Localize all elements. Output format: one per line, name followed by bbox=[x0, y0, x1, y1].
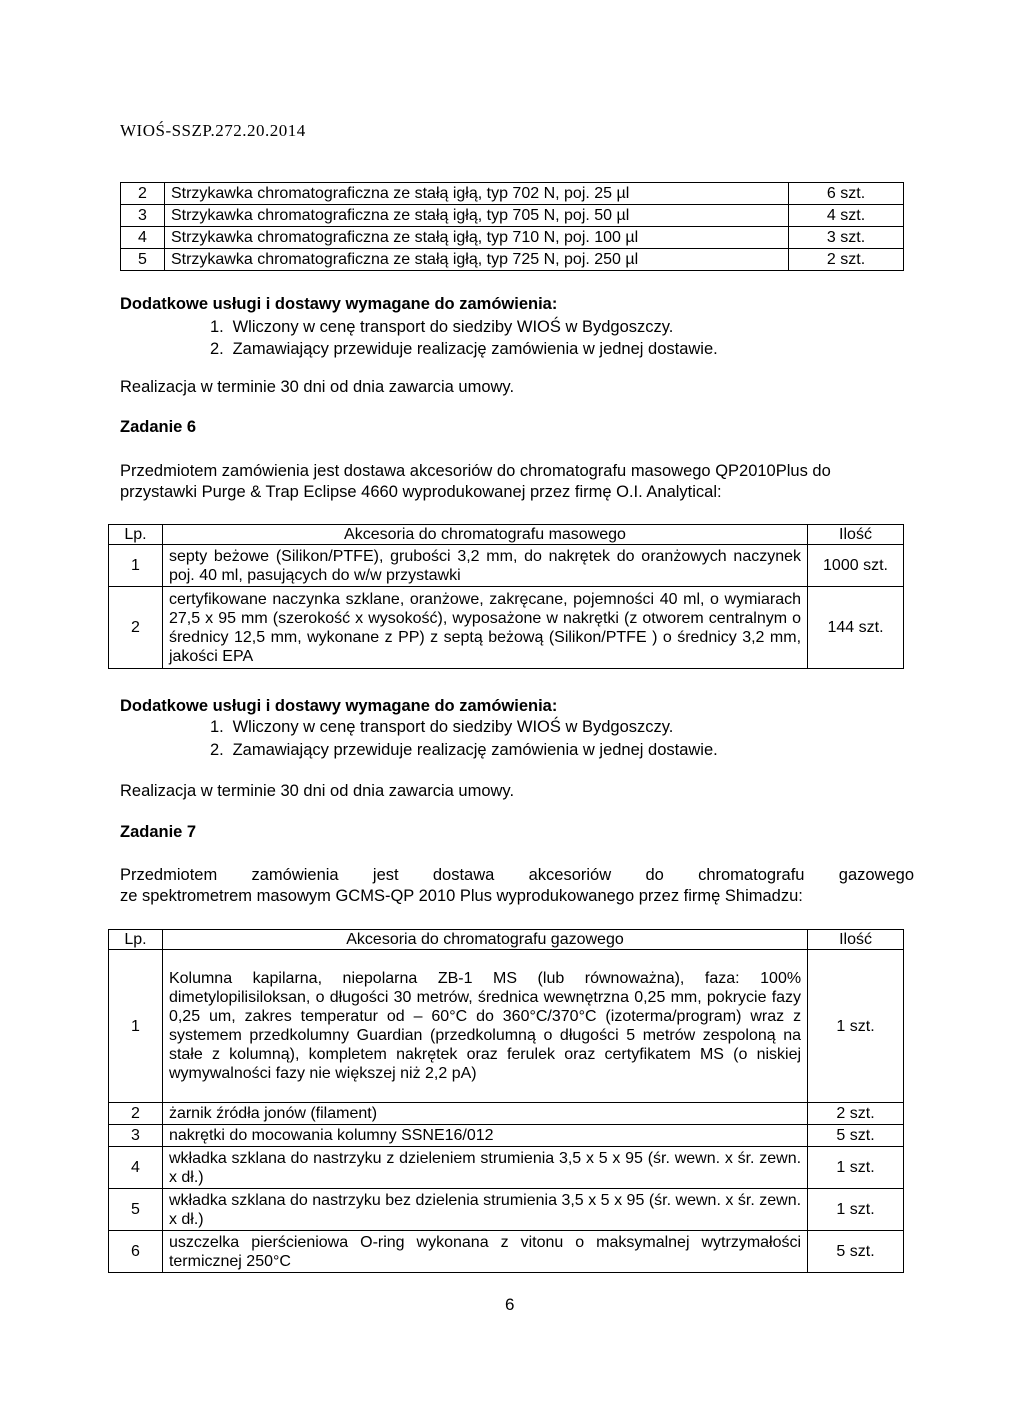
realization-term: Realizacja w terminie 30 dni od dnia zawarcia umowy. bbox=[120, 782, 515, 800]
list-number: 2. bbox=[210, 741, 224, 759]
item-cell: uszczelka pierścieniowa O-ring wykonana z vitonu o maksymalnej wytrzymałości termicznej 250°C bbox=[162, 1231, 807, 1273]
qty-cell: 144 szt. bbox=[808, 587, 904, 669]
lp-cell: 2 bbox=[109, 587, 163, 669]
item-cell: Strzykawka chromatograficzna ze stałą igłą, typ 710 N, poj. 100 µl bbox=[164, 227, 788, 249]
lp-cell: 1 bbox=[109, 545, 163, 587]
list-text: Wliczony w cenę transport do siedziby WIOŚ w Bydgoszczy. bbox=[232, 318, 674, 336]
task-7-title: Zadanie 7 bbox=[120, 823, 197, 841]
item-cell: wkładka szklana do nastrzyku bez dzielenia strumienia 3,5 x 5 x 95 (śr. wewn. x śr. zewn. x dł.) bbox=[162, 1189, 807, 1231]
lp-cell: 6 bbox=[109, 1231, 163, 1273]
column-header-accessories: Akcesoria do chromatografu masowego bbox=[162, 525, 807, 545]
list-text: Wliczony w cenę transport do siedziby WIOŚ w Bydgoszczy. bbox=[232, 718, 674, 736]
lp-cell: 4 bbox=[121, 227, 165, 249]
column-header-quantity: Ilość bbox=[808, 525, 904, 545]
item-cell: Strzykawka chromatograficzna ze stałą igłą, typ 705 N, poj. 50 µl bbox=[164, 205, 788, 227]
task-6-intro-line2: przystawki Purge & Trap Eclipse 4660 wyprodukowanej przez firmę O.I. Analytical: bbox=[120, 483, 722, 501]
table-row bbox=[109, 1103, 904, 1125]
qty-cell: 3 szt. bbox=[789, 227, 904, 249]
qty-cell: 2 szt. bbox=[789, 249, 904, 271]
mass-chromatograph-accessories-table bbox=[108, 524, 904, 669]
realization-term: Realizacja w terminie 30 dni od dnia zawarcia umowy. bbox=[120, 378, 515, 396]
qty-cell: 1000 szt. bbox=[808, 545, 904, 587]
list-item bbox=[210, 340, 718, 359]
list-text: Zamawiający przewiduje realizację zamówienia w jednej dostawie. bbox=[232, 340, 718, 358]
qty-cell: 4 szt. bbox=[789, 205, 904, 227]
table-row bbox=[109, 1189, 904, 1231]
item-cell: nakrętki do mocowania kolumny SSNE16/012 bbox=[162, 1125, 807, 1147]
qty-cell: 1 szt. bbox=[808, 1189, 904, 1231]
lp-cell: 3 bbox=[121, 205, 165, 227]
table-row bbox=[109, 1231, 904, 1273]
document-reference: WIOŚ-SSZP.272.20.2014 bbox=[120, 121, 306, 140]
lp-cell: 5 bbox=[109, 1189, 163, 1231]
qty-cell: 6 szt. bbox=[789, 183, 904, 205]
qty-cell: 1 szt. bbox=[808, 950, 904, 1103]
additional-services-heading: Dodatkowe usługi i dostawy wymagane do zamówienia: bbox=[120, 697, 558, 715]
qty-cell: 2 szt. bbox=[808, 1103, 904, 1125]
column-header-lp: Lp. bbox=[109, 930, 163, 950]
table-row bbox=[109, 1147, 904, 1189]
item-cell: certyfikowane naczynka szklane, oranżowe, zakręcane, pojemności 40 ml, o wymiarach 27,5 x 95 mm (szerokość x wysokość), wyposażone w nakrętki (z otworem centralnym o średnicy 12,5 mm, wykonane z PP) z septą beżową (Silikon/PTFE ) o średnicy 3,2 mm, jakości EPA bbox=[162, 587, 807, 669]
item-cell: wkładka szklana do nastrzyku z dzieleniem strumienia 3,5 x 5 x 95 (śr. wewn. x śr. zewn. x dł.) bbox=[162, 1147, 807, 1189]
list-item bbox=[210, 718, 673, 737]
lp-cell: 4 bbox=[109, 1147, 163, 1189]
table-row bbox=[109, 1125, 904, 1147]
list-number: 1. bbox=[210, 718, 224, 736]
task-6-title: Zadanie 6 bbox=[120, 418, 197, 436]
table-row bbox=[121, 205, 904, 227]
table-row bbox=[109, 545, 904, 587]
page-number: 6 bbox=[505, 1295, 515, 1314]
list-item bbox=[210, 318, 673, 337]
item-cell: Kolumna kapilarna, niepolarna ZB-1 MS (lub równoważna), faza: 100% dimetylopilisiloksan, o długości 30 metrów, średnica wewnętrzna 0,25 mm, pokrycie fazy 0,25 um, zakres temperatur od – 60°C do 360°C/370°C (izoterma/program) wraz z systemem przedkolumny Guardian (przedkolumną o długości 5 metrów zespoloną na stałe z kolumną), kompletem nakrętek oraz ferulek oraz certyfikatem MS (o niskiej wymywalności fazy nie większej niż 2,2 pA) bbox=[162, 950, 807, 1103]
lp-cell: 1 bbox=[109, 950, 163, 1103]
table-header-row bbox=[109, 930, 904, 950]
table-row bbox=[121, 183, 904, 205]
list-text: Zamawiający przewiduje realizację zamówienia w jednej dostawie. bbox=[232, 741, 718, 759]
lp-cell: 2 bbox=[121, 183, 165, 205]
table-row bbox=[109, 587, 904, 669]
item-cell: Strzykawka chromatograficzna ze stałą igłą, typ 702 N, poj. 25 µl bbox=[164, 183, 788, 205]
list-number: 1. bbox=[210, 318, 224, 336]
table-row bbox=[121, 249, 904, 271]
column-header-lp: Lp. bbox=[109, 525, 163, 545]
column-header-quantity: Ilość bbox=[808, 930, 904, 950]
gas-chromatograph-accessories-table bbox=[108, 929, 904, 1273]
task-6-intro-line1: Przedmiotem zamówienia jest dostawa akcesoriów do chromatografu masowego QP2010Plus do bbox=[120, 462, 831, 480]
additional-services-heading: Dodatkowe usługi i dostawy wymagane do zamówienia: bbox=[120, 295, 558, 313]
list-item bbox=[210, 741, 718, 760]
qty-cell: 1 szt. bbox=[808, 1147, 904, 1189]
item-cell: septy beżowe (Silikon/PTFE), grubości 3,2 mm, do nakrętek do oranżowych naczynek poj. 40 ml, pasujących do w/w przystawki bbox=[162, 545, 807, 587]
qty-cell: 5 szt. bbox=[808, 1125, 904, 1147]
task-7-intro-line1: Przedmiotem zamówienia jest dostawa akcesoriów do chromatografu gazowego bbox=[120, 866, 914, 884]
table-header-row bbox=[109, 525, 904, 545]
qty-cell: 5 szt. bbox=[808, 1231, 904, 1273]
syringes-table bbox=[120, 182, 904, 271]
list-number: 2. bbox=[210, 340, 224, 358]
column-header-accessories: Akcesoria do chromatografu gazowego bbox=[162, 930, 807, 950]
table-row bbox=[121, 227, 904, 249]
item-cell: Strzykawka chromatograficzna ze stałą igłą, typ 725 N, poj. 250 µl bbox=[164, 249, 788, 271]
table-row bbox=[109, 950, 904, 1103]
lp-cell: 2 bbox=[109, 1103, 163, 1125]
lp-cell: 5 bbox=[121, 249, 165, 271]
item-cell: żarnik źródła jonów (filament) bbox=[162, 1103, 807, 1125]
lp-cell: 3 bbox=[109, 1125, 163, 1147]
task-7-intro-line2: ze spektrometrem masowym GCMS-QP 2010 Plus wyprodukowanego przez firmę Shimadzu: bbox=[120, 887, 803, 905]
